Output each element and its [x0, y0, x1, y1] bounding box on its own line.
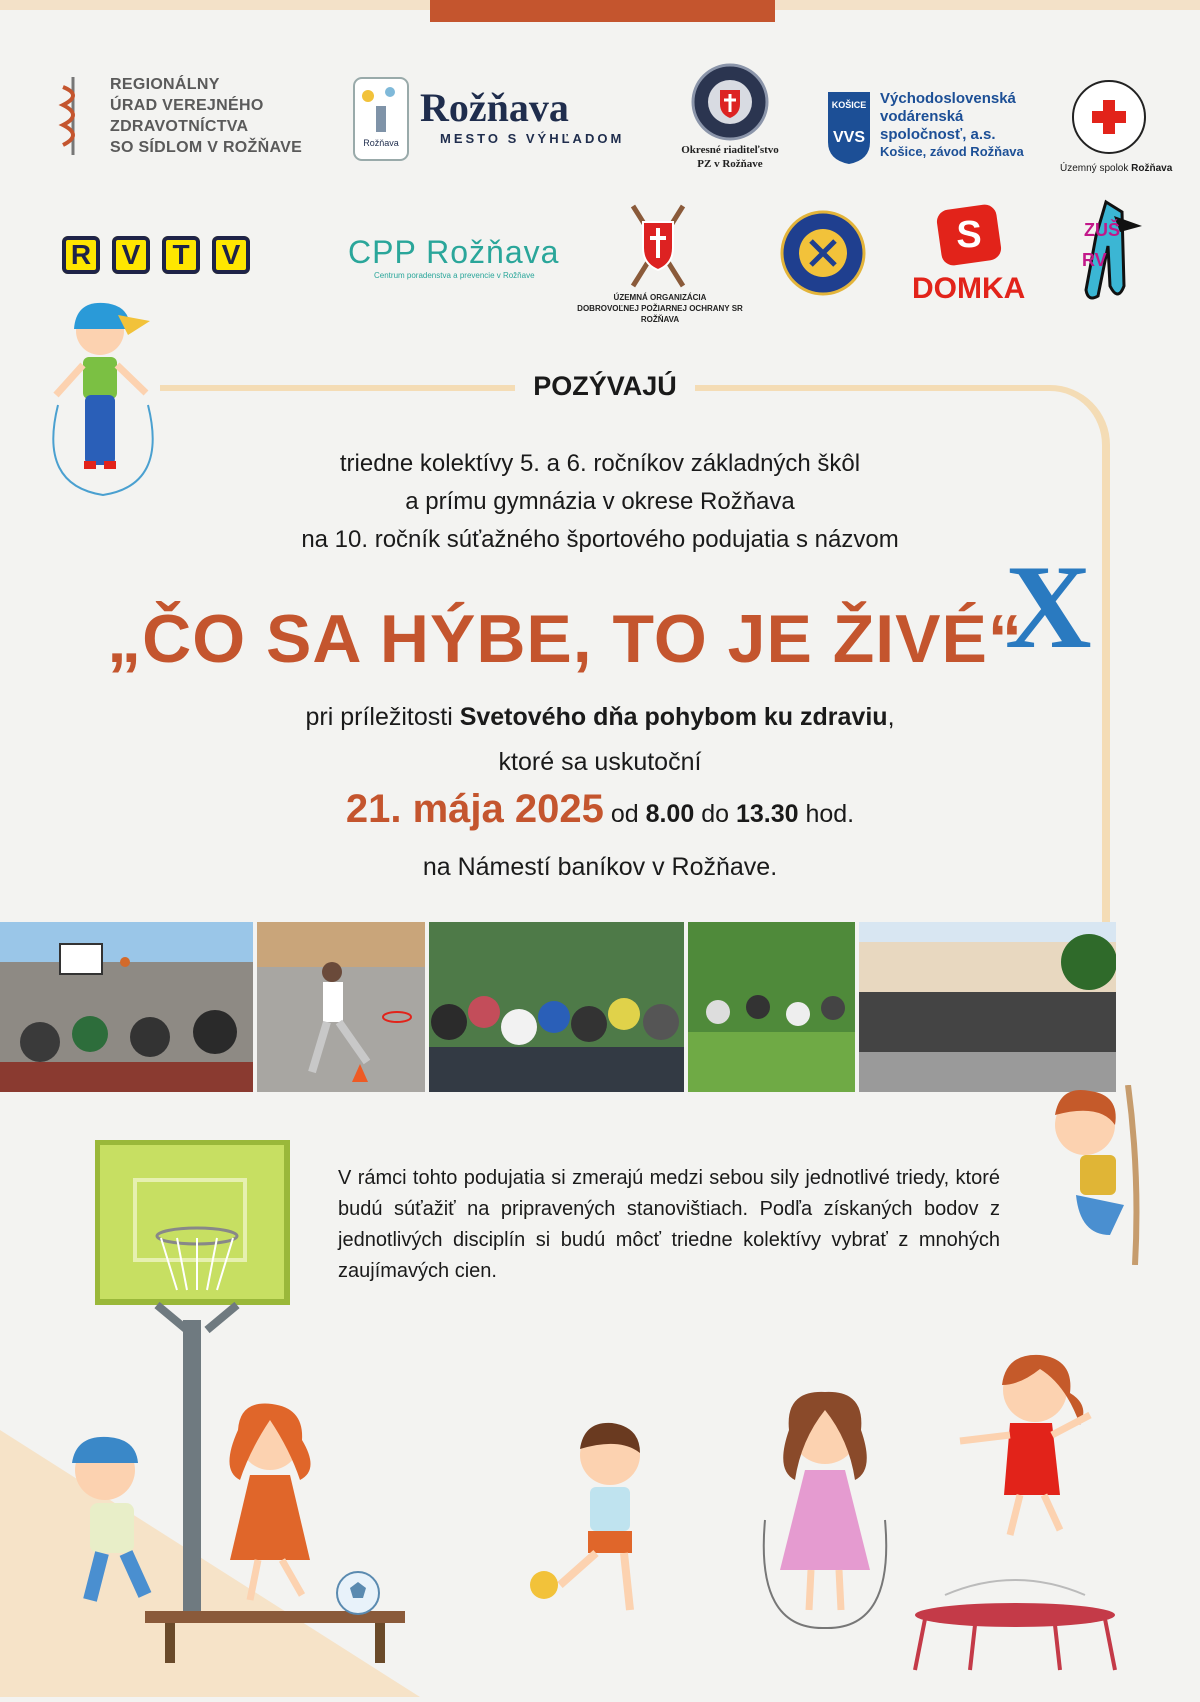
cpp-name: CPP Rožňava	[348, 234, 560, 270]
ruvz-logo	[58, 75, 88, 162]
rvtv-logo	[62, 236, 250, 274]
vvs-shield-icon	[826, 90, 872, 171]
police-badge-icon	[690, 62, 770, 147]
event-description: V rámci tohto podujatia si zmerajú medzi sebou sily jednotlivé triedy, ktoré budú súťažiť na pripravených stanovištiach. Podľa získaných bodov z jednotlivých disciplín si budú môcť triedne kolektívy vybrať z mnohých zaujímavých cien.	[338, 1167, 1000, 1282]
photo-crowd	[429, 922, 684, 1092]
svg-text:ZUŠ: ZUŠ	[1084, 220, 1120, 240]
takes-place-text: ktoré sa uskutoční	[498, 748, 702, 776]
domka-name: DOMKA	[912, 272, 1026, 305]
invite-text	[150, 445, 1050, 559]
domka-icon	[935, 203, 1003, 272]
boy-with-cap-illustration	[50, 1425, 170, 1630]
cpp-sub: Centrum poradenstva a prevencie v Rožňave	[374, 271, 535, 280]
rvtv-letter: R	[62, 236, 100, 274]
photo-strip	[0, 922, 1120, 1092]
top-accent-bar	[430, 0, 775, 22]
top-stripe-right	[775, 0, 1200, 10]
jump-rope-boy-illustration	[38, 295, 168, 515]
invite-line-1: triedne kolektívy 5. a 6. ročníkov základných škôl	[339, 450, 861, 477]
svg-text:S: S	[956, 214, 982, 256]
rvtv-letter: V	[112, 236, 150, 274]
football-icon	[335, 1570, 381, 1621]
zus-logo-icon	[1062, 196, 1146, 309]
girl-with-bow-illustration	[210, 1390, 340, 1615]
invite-line-2: a prímu gymnázia v okrese Rožňava	[405, 488, 795, 515]
event-date-time: 21. mája 2025 od 8.00 do 13.30 hod.	[345, 787, 855, 831]
svg-text:KOŠICE: KOŠICE	[831, 100, 867, 110]
photo-basketball	[0, 922, 253, 1092]
red-cross-icon	[1070, 78, 1148, 161]
occasion-text: pri príležitosti Svetového dňa pohybom ku zdraviu, ktoré sa uskutoční	[100, 703, 1100, 777]
roznava-name: Rožňava	[420, 85, 569, 130]
event-title: „ČO SA HÝBE, TO JE ŽIVÉ“	[107, 601, 1023, 677]
ruvz-text: REGIONÁLNY ÚRAD VEREJNÉHO ZDRAVOTNÍCTVA SO SÍDLOM V ROŽŇAVE	[110, 76, 303, 156]
invite-line-3: na 10. ročník súťažného športového podujatia s názvom	[301, 526, 899, 553]
roznava-slogan: MESTO S VÝHĽADOM	[440, 131, 625, 146]
fire-brigade-icon	[625, 200, 691, 297]
photo-square	[859, 922, 1116, 1092]
boy-kicking-illustration	[520, 1415, 670, 1620]
city-police-badge-icon	[780, 210, 866, 301]
time-from: 8.00	[645, 800, 695, 828]
rvtv-letter: T	[162, 236, 200, 274]
girl-jumping-illustration	[940, 1345, 1100, 1550]
police-caption: Okresné riaditeľstvo PZ v Rožňave	[681, 144, 779, 170]
event-place: na Námestí baníkov v Rožňave.	[422, 853, 778, 881]
photo-running	[257, 922, 425, 1092]
svg-text:Rožňava: Rožňava	[363, 138, 399, 148]
edition-numeral: X	[1005, 540, 1092, 673]
roznava-crest-icon	[352, 76, 410, 167]
trampoline-illustration	[905, 1575, 1125, 1680]
fire-brigade-caption: ÚZEMNÁ ORGANIZÁCIA DOBROVOĽNEJ POŽIARNEJ OCHRANY SR ROŽŇAVA	[577, 293, 743, 324]
photo-park	[688, 922, 855, 1092]
svg-text:VVS: VVS	[832, 129, 866, 146]
girl-jump-rope-illustration	[745, 1380, 905, 1635]
top-stripe-left	[0, 0, 430, 10]
invite-heading: POZÝVAJÚ	[515, 371, 695, 402]
event-date: 21. mája 2025	[345, 787, 604, 831]
vvs-text: Východoslovenská vodárenská spoločnosť, a.s. Košice, závod Rožňava	[880, 90, 1024, 159]
red-cross-caption: Územný spolok Rožňava	[1060, 163, 1173, 174]
climbing-girl-illustration	[1040, 1085, 1150, 1270]
rvtv-letter: V	[212, 236, 250, 274]
asclepius-icon	[58, 75, 88, 157]
svg-text:RV: RV	[1082, 250, 1107, 270]
cpp-logo	[348, 234, 559, 280]
roznava-logo	[420, 84, 624, 146]
time-to: 13.30	[735, 800, 799, 828]
